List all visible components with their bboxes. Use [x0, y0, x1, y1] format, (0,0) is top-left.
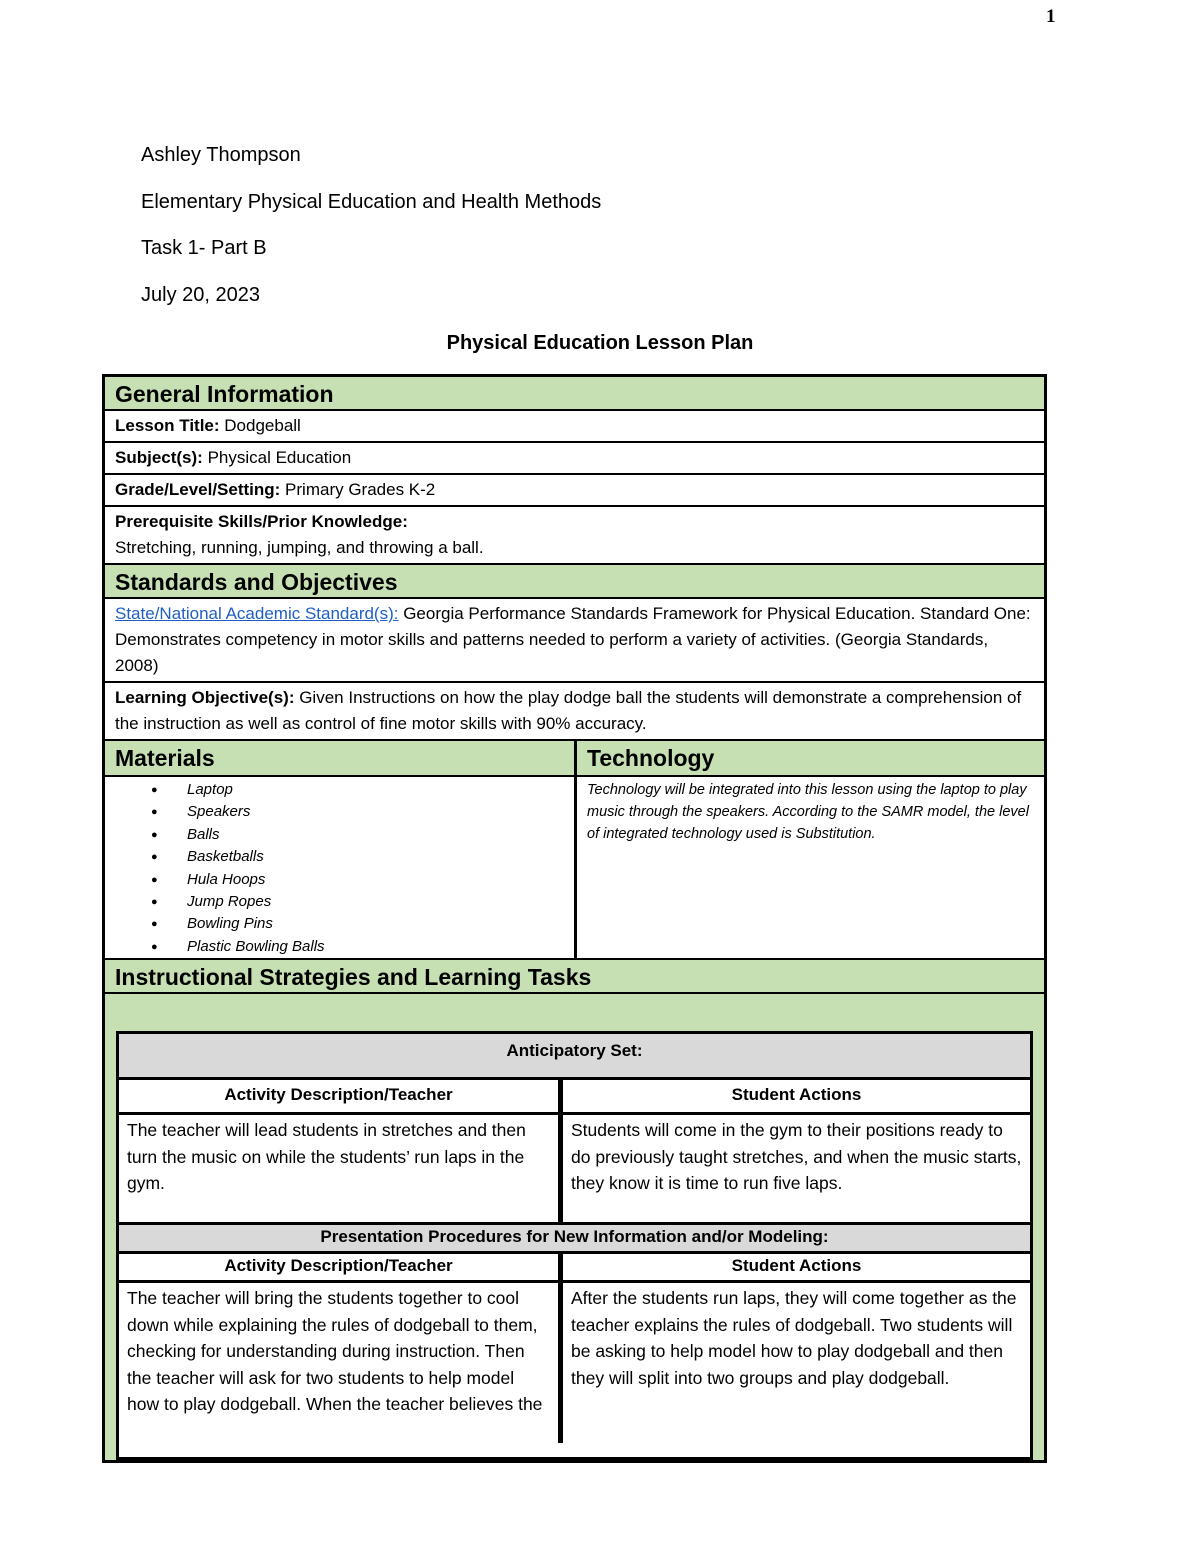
list-item: ● Plastic Bowling Balls	[187, 936, 574, 958]
instructional-area	[105, 994, 1044, 1460]
list-item: ● Jump Ropes	[187, 891, 574, 913]
anticipatory-columns	[119, 1080, 1030, 1115]
prerequisite-row	[105, 507, 1044, 565]
objective-text: Given Instructions on how the play dodge ball the students will demonstrate a comprehension of the instruction as well as control of fine motor skills with 90% accuracy.	[115, 688, 1022, 733]
materials-heading: Materials	[105, 741, 574, 775]
author-name: Ashley Thompson	[141, 144, 301, 166]
instructional-inner-table	[116, 1031, 1033, 1460]
list-item: ● Speakers	[187, 801, 574, 823]
materials-technology-header	[105, 741, 1044, 777]
task-label: Task 1- Part B	[141, 237, 267, 259]
lesson-title-value: Dodgeball	[219, 416, 301, 435]
teacher-column-header: Activity Description/Teacher	[119, 1080, 558, 1115]
anticipatory-teacher-text: The teacher will lead students in stretches and then turn the music on while the students’ run laps in the gym.	[127, 1120, 526, 1193]
list-item: ● Basketballs	[187, 846, 574, 868]
general-information-heading: General Information	[105, 377, 1044, 411]
presentation-student-text: After the students run laps, they will come together as the teacher explains the rules of dodgeball. Two students will be asking to help model how to play dodgeball and then they will split into two groups and play dodgeball.	[571, 1288, 1017, 1388]
materials-list	[105, 777, 574, 960]
anticipatory-student-text: Students will come in the gym to their positions ready to do previously taught stretches, and when the music starts, they know it is time to run five laps.	[571, 1120, 1022, 1193]
list-item: ● Balls	[187, 824, 574, 846]
prerequisite-value: Stretching, running, jumping, and throwing a ball.	[115, 538, 484, 557]
lesson-title-row	[105, 411, 1044, 443]
presentation-heading: Presentation Procedures for New Information and/or Modeling:	[119, 1225, 1030, 1254]
grade-row	[105, 475, 1044, 507]
grade-value: Primary Grades K-2	[280, 480, 436, 499]
teacher-column-header: Activity Description/Teacher	[119, 1254, 558, 1283]
standards-heading: Standards and Objectives	[105, 565, 1044, 599]
course-name: Elementary Physical Education and Health Methods	[141, 191, 602, 213]
subject-label: Subject(s):	[115, 448, 203, 467]
student-column-header: Student Actions	[563, 1080, 1030, 1115]
grade-label: Grade/Level/Setting:	[115, 480, 281, 499]
standard-row	[105, 599, 1044, 683]
objective-label: Learning Objective(s):	[115, 688, 295, 707]
presentation-teacher-text: The teacher will bring the students together to cool down while explaining the rules of dodgeball to them, checking for understanding during instruction. Then the teacher will ask for two students to help model how to play dodgeball. When the teacher believes the	[127, 1288, 543, 1414]
standard-link[interactable]: State/National Academic Standard(s):	[115, 604, 399, 623]
list-item: ● Laptop	[187, 779, 574, 801]
presentation-columns	[119, 1254, 1030, 1283]
student-column-header: Student Actions	[563, 1254, 1030, 1283]
objective-row	[105, 683, 1044, 741]
document-title: Physical Education Lesson Plan	[446, 332, 754, 354]
technology-text: Technology will be integrated into this lesson using the laptop to play music through the speakers. According to the SAMR model, the level of integrated technology used is Substitution.	[587, 782, 1029, 842]
subject-value: Physical Education	[202, 448, 352, 467]
lesson-title-label: Lesson Title:	[115, 416, 220, 435]
list-item: ● Hula Hoops	[187, 869, 574, 891]
date: July 20, 2023	[141, 284, 260, 306]
technology-heading: Technology	[577, 741, 1044, 775]
prerequisite-label: Prerequisite Skills/Prior Knowledge:	[115, 512, 408, 531]
lesson-plan-table	[102, 374, 1047, 1463]
presentation-row	[119, 1283, 1030, 1443]
list-item: ● Bowling Pins	[187, 913, 574, 935]
anticipatory-set-heading: Anticipatory Set:	[119, 1034, 1030, 1080]
anticipatory-row	[119, 1115, 1030, 1225]
page-number: 1	[1046, 6, 1056, 27]
materials-technology-body	[105, 777, 1044, 960]
standard-text: Georgia Performance Standards Framework for Physical Education. Standard One: Demonstrates competency in motor skills and patterns needed to perform a variety of activities. (Georgia Standards, 2008)	[115, 604, 1031, 675]
instructional-heading: Instructional Strategies and Learning Tasks	[105, 960, 1044, 994]
subject-row	[105, 443, 1044, 475]
